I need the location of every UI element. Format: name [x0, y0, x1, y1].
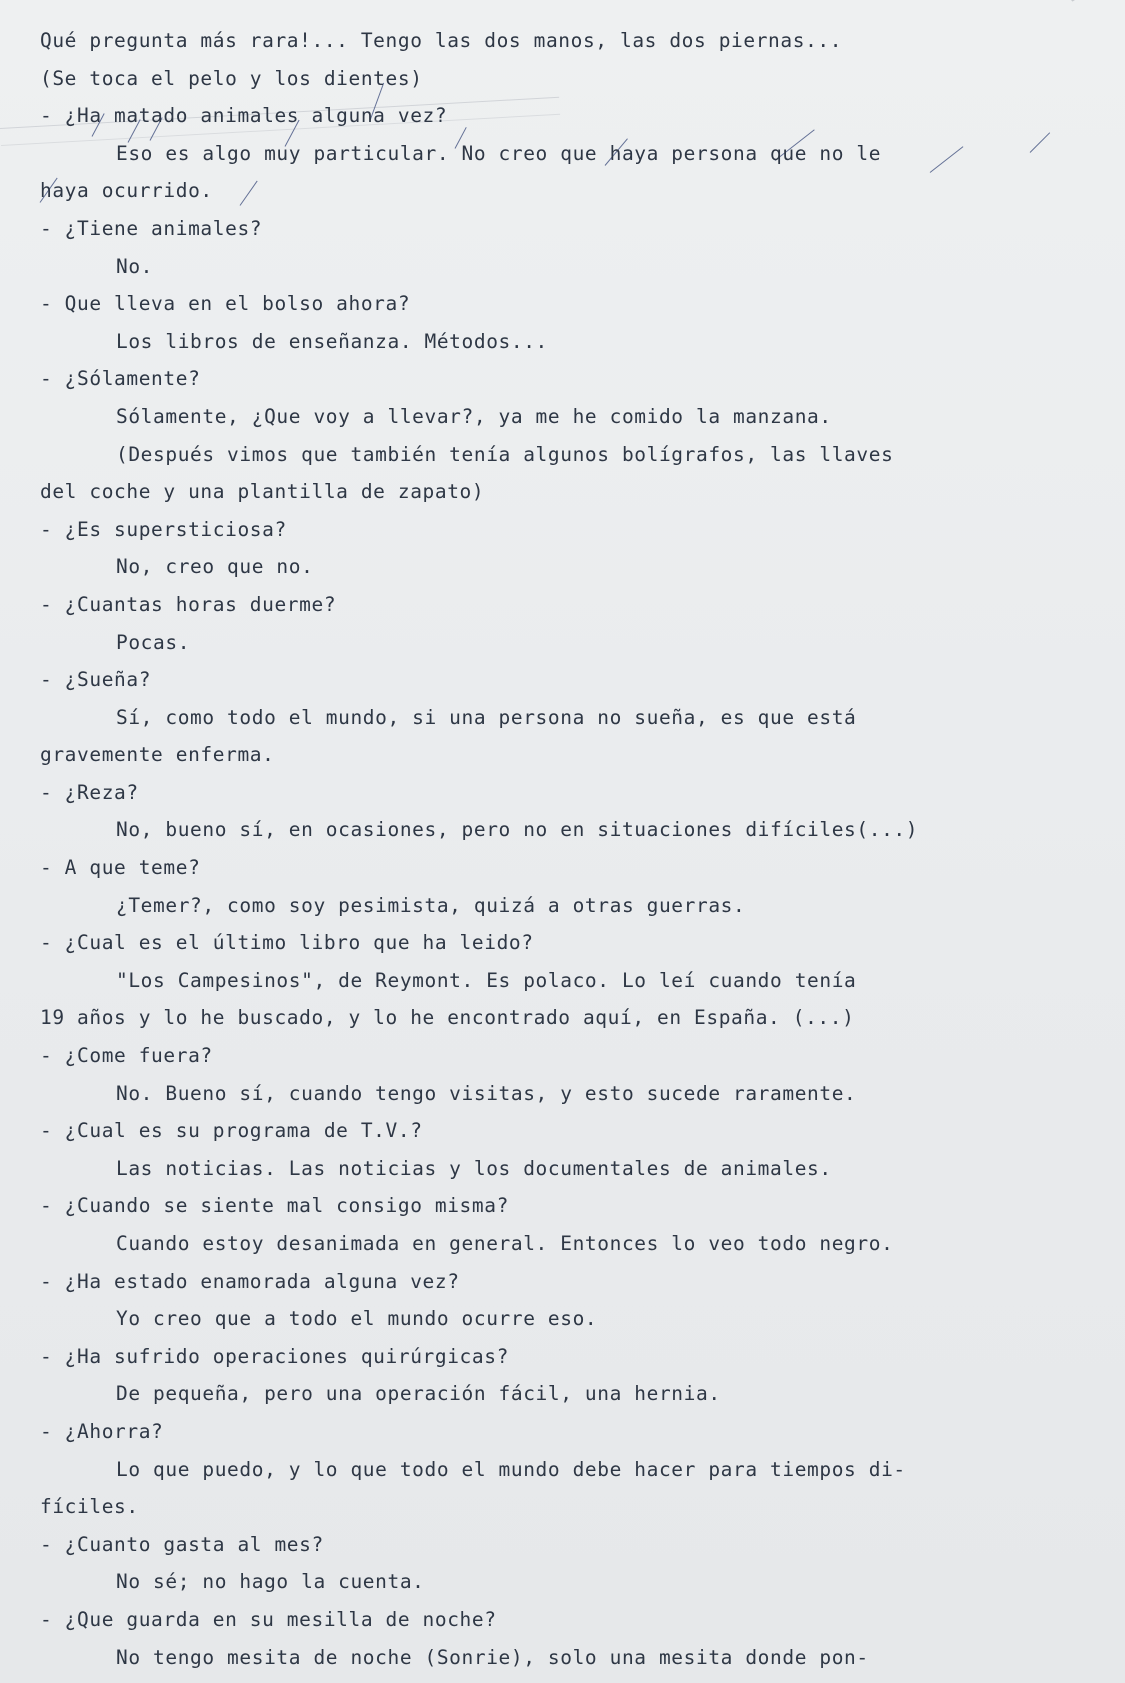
interview-question: - ¿Ha sufrido operaciones quirúrgicas? [40, 1344, 509, 1368]
interview-question: - A que teme? [40, 856, 201, 880]
interview-answer-line: No, creo que no. [116, 555, 314, 579]
interview-answer-line: Cuando estoy desanimada en general. Entonces lo veo todo negro. [116, 1232, 894, 1255]
interview-answer-line: del coche y una plantilla de zapato) [40, 480, 485, 504]
interview-question: - ¿Ha matado animales alguna vez? [40, 104, 448, 128]
interview-answer-line: Eso es algo muy particular. No creo que haya persona que no le [116, 141, 882, 165]
interview-answer-line: gravemente enferma. [40, 743, 275, 767]
interview-question: - ¿Cual es el último libro que ha leido? [40, 931, 534, 955]
interview-question: - ¿Cuantas horas duerme? [40, 592, 337, 616]
interview-answer-line: "Los Campesinos", de Reymont. Es polaco. Lo leí cuando tenía [116, 968, 857, 992]
interview-answer-line: Sí, como todo el mundo, si una persona no sueña, es que está [116, 705, 857, 729]
interview-answer-line: No. Bueno sí, cuando tengo visitas, y esto sucede raramente. [116, 1081, 857, 1105]
interview-question: - ¿Ahorra? [40, 1419, 164, 1443]
interview-question: - ¿Cual es su programa de T.V.? [40, 1119, 423, 1143]
interview-question: - ¿Es supersticiosa? [40, 517, 287, 541]
interview-question: - ¿Que guarda en su mesilla de noche? [40, 1607, 497, 1631]
interview-answer-line: No sé; no hago la cuenta. [116, 1570, 425, 1594]
interview-answer-line: Las noticias. Las noticias y los documentales de animales. [116, 1156, 832, 1180]
interview-answer-line: No tengo mesita de noche (Sonrie), solo una mesita donde pon- [116, 1645, 869, 1669]
interview-answer-line: ¿Temer?, como soy pesimista, quizá a otras guerras. [116, 893, 746, 917]
interview-question: - ¿Tiene animales? [40, 216, 263, 240]
interview-question: - ¿Cuanto gasta al mes? [40, 1532, 324, 1556]
interview-question: - ¿Ha estado enamorada alguna vez? [40, 1269, 460, 1293]
interview-answer-line: No, bueno sí, en ocasiones, pero no en situaciones difíciles(...) [116, 818, 919, 842]
interview-answer-line: Lo que puedo, y lo que todo el mundo debe hacer para tiempos di- [116, 1457, 906, 1481]
interview-answer-line: Sólamente, ¿Que voy a llevar?, ya me he comido la manzana. [116, 404, 832, 428]
interview-question: - ¿Sueña? [40, 668, 152, 692]
interview-answer-line: No. [116, 254, 154, 278]
interview-answer-line: Pocas. [116, 630, 191, 654]
interview-transcript [40, 22, 1110, 1676]
interview-answer-line: Qué pregunta más rara!... Tengo las dos manos, las dos piernas... [40, 29, 843, 52]
interview-answer-line: Yo creo que a todo el mundo ocurre eso. [116, 1307, 598, 1331]
interview-answer-line: haya ocurrido. [40, 179, 213, 203]
interview-answer-line: De pequeña, pero una operación fácil, una hernia. [116, 1382, 721, 1406]
interview-question: - ¿Reza? [40, 780, 139, 804]
interview-answer-line: 19 años y lo he buscado, y lo he encontrado aquí, en España. (...) [40, 1006, 855, 1030]
interview-answer-line: fíciles. [40, 1495, 139, 1519]
interview-answer-line: (Después vimos que también tenía algunos bolígrafos, las llaves [116, 442, 894, 466]
interview-answer-line: Los libros de enseñanza. Métodos... [116, 329, 548, 353]
interview-answer-line: (Se toca el pelo y los dientes) [40, 66, 423, 90]
interview-question: - ¿Come fuera? [40, 1044, 213, 1068]
interview-question: - Que lleva en el bolso ahora? [40, 292, 411, 316]
interview-question: - ¿Sólamente? [40, 367, 201, 391]
interview-question: - ¿Cuando se siente mal consigo misma? [40, 1194, 509, 1218]
